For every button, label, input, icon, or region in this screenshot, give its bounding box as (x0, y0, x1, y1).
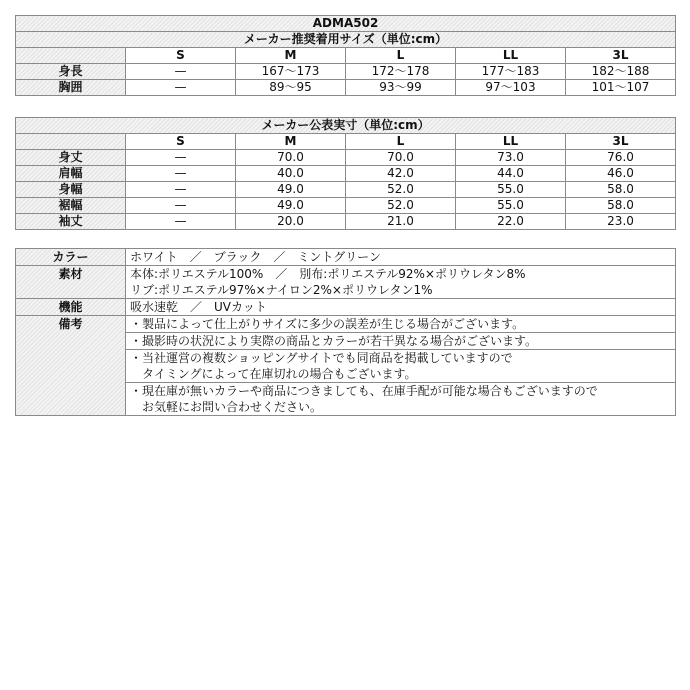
cell-value: 44.0 (456, 166, 566, 182)
size-header: 3L (566, 48, 676, 64)
note-line: お気軽にお問い合わせください。 (130, 400, 323, 414)
row-label: 裾幅 (16, 198, 126, 214)
cell-value: 23.0 (566, 214, 676, 230)
cell-value: 42.0 (346, 166, 456, 182)
size-header: LL (456, 134, 566, 150)
cell-value: — (126, 80, 236, 96)
cell-value: — (126, 182, 236, 198)
cell-value: 55.0 (456, 198, 566, 214)
table-row (16, 166, 676, 182)
row-label: 肩幅 (16, 166, 126, 182)
cell-value: 97〜103 (456, 80, 566, 96)
color-row (16, 249, 676, 266)
material-value (126, 266, 676, 299)
cell-value: 76.0 (566, 150, 676, 166)
row-label: 身長 (16, 64, 126, 80)
cell-value: 73.0 (456, 150, 566, 166)
cell-value: — (126, 166, 236, 182)
note-row (16, 316, 676, 333)
cell-value: — (126, 150, 236, 166)
material-line: リブ:ポリエステル97%×ナイロン2%×ポリウレタン1% (130, 283, 433, 297)
function-row (16, 299, 676, 316)
cell-value: — (126, 198, 236, 214)
row-label: 身幅 (16, 182, 126, 198)
table-row (16, 182, 676, 198)
size-header: 3L (566, 134, 676, 150)
cell-value: — (126, 64, 236, 80)
material-line: 本体:ポリエステル100% ／ 別布:ポリエステル92%×ポリウレタン8% (130, 267, 526, 281)
table-row (16, 214, 676, 230)
cell-value: 89〜95 (236, 80, 346, 96)
notes-label: 備考 (16, 316, 126, 416)
cell-value: 172〜178 (346, 64, 456, 80)
size-header: M (236, 48, 346, 64)
note-item (126, 350, 676, 383)
cell-value: 49.0 (236, 198, 346, 214)
cell-value: 52.0 (346, 198, 456, 214)
size-header: LL (456, 48, 566, 64)
function-value: 吸水速乾 ／ UVカット (126, 299, 676, 316)
function-label: 機能 (16, 299, 126, 316)
actual-size-table (15, 117, 676, 230)
row-label: 身丈 (16, 150, 126, 166)
note-line: ・当社運営の複数ショッピングサイトでも同商品を掲載していますので (130, 351, 513, 365)
material-row (16, 266, 676, 299)
cell-value: 40.0 (236, 166, 346, 182)
note-item: ・製品によって仕上がりサイズに多少の誤差が生じる場合がございます。 (126, 316, 676, 333)
cell-value: 20.0 (236, 214, 346, 230)
note-line: タイミングによって在庫切れの場合もございます。 (130, 367, 417, 381)
cell-value: 182〜188 (566, 64, 676, 80)
recommended-size-title: メーカー推奨着用サイズ（単位:cm） (16, 32, 676, 48)
product-details-table (15, 248, 676, 416)
row-label: 胸囲 (16, 80, 126, 96)
cell-value: 167〜173 (236, 64, 346, 80)
cell-value: 177〜183 (456, 64, 566, 80)
note-item (126, 383, 676, 416)
header-corner (16, 48, 126, 64)
table-row (16, 64, 676, 80)
recommended-size-table (15, 15, 676, 96)
size-header: L (346, 48, 456, 64)
color-label: カラー (16, 249, 126, 266)
cell-value: 70.0 (346, 150, 456, 166)
size-header: S (126, 48, 236, 64)
size-header: S (126, 134, 236, 150)
color-value: ホワイト ／ ブラック ／ ミントグリーン (126, 249, 676, 266)
table-row (16, 198, 676, 214)
cell-value: 55.0 (456, 182, 566, 198)
cell-value: 22.0 (456, 214, 566, 230)
table-row (16, 80, 676, 96)
cell-value: 21.0 (346, 214, 456, 230)
note-line: ・現在庫が無いカラーや商品につきましても、在庫手配が可能な場合もございますので (130, 384, 598, 398)
cell-value: 93〜99 (346, 80, 456, 96)
cell-value: 46.0 (566, 166, 676, 182)
cell-value: 52.0 (346, 182, 456, 198)
material-label: 素材 (16, 266, 126, 299)
cell-value: 58.0 (566, 198, 676, 214)
cell-value: 101〜107 (566, 80, 676, 96)
size-header: L (346, 134, 456, 150)
table-row (16, 150, 676, 166)
actual-size-title: メーカー公表実寸（単位:cm） (16, 118, 676, 134)
cell-value: — (126, 214, 236, 230)
header-corner (16, 134, 126, 150)
size-header: M (236, 134, 346, 150)
product-code: ADMA502 (16, 16, 676, 32)
cell-value: 58.0 (566, 182, 676, 198)
row-label: 袖丈 (16, 214, 126, 230)
note-item: ・撮影時の状況により実際の商品とカラーが若干異なる場合がございます。 (126, 333, 676, 350)
cell-value: 70.0 (236, 150, 346, 166)
cell-value: 49.0 (236, 182, 346, 198)
